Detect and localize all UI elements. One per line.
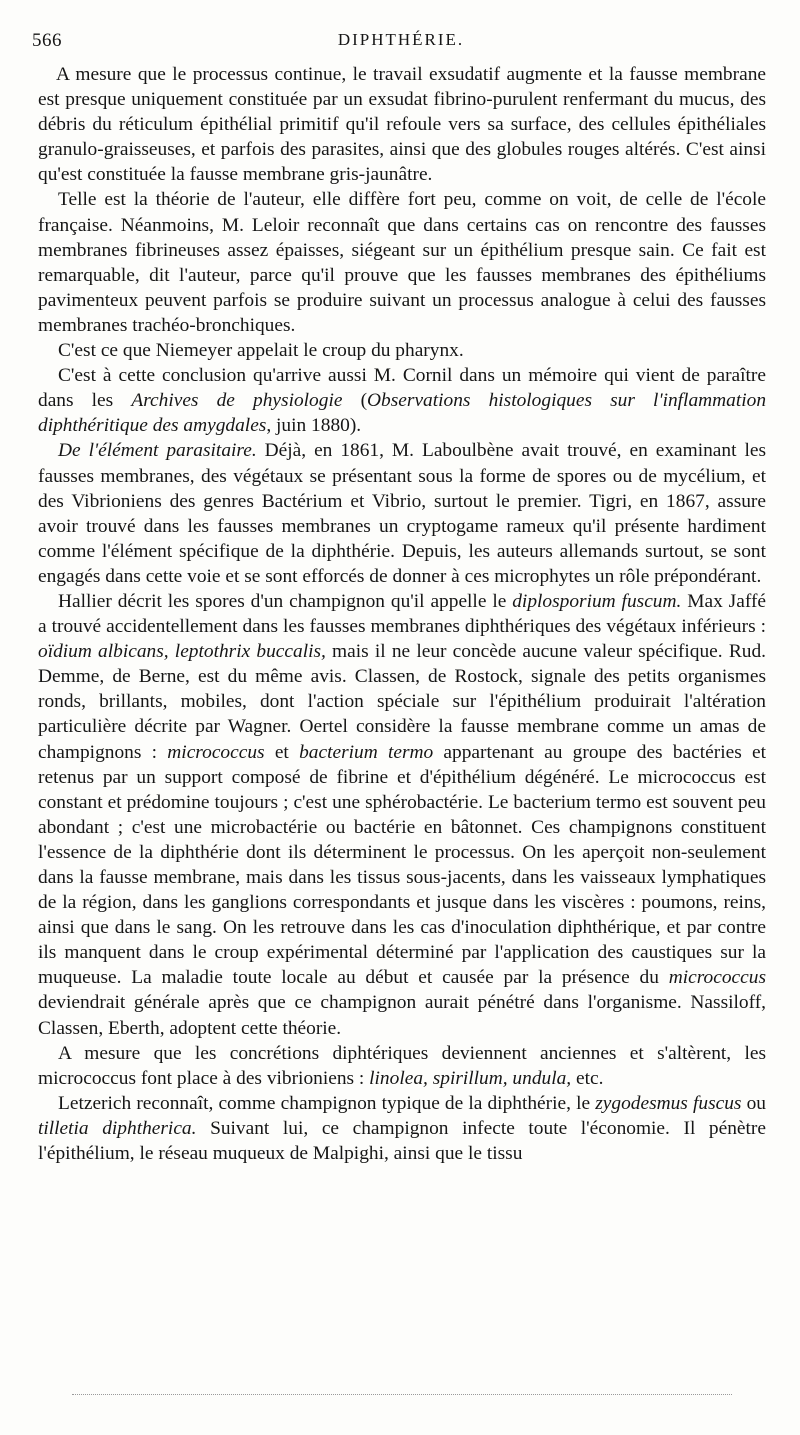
species-name: tilletia diphtherica.: [38, 1117, 197, 1139]
paragraph-text: A mesure que les concrétions diphtériques deviennent anciennes et s'altèrent, les micrococcus font place à des vibrioniens :: [38, 1042, 766, 1089]
journal-title: Archives de physiologie: [131, 390, 343, 412]
paragraph-7: [38, 1041, 766, 1091]
paragraph-text: Telle est la théorie de l'auteur, elle diffère fort peu, comme on voit, de celle de l'école française. Néanmoins, M. Leloir reconnaît que dans certains cas on rencontre des fausses membranes fibrineuses assez épaisses, siégeant sur un épithélium presque sain. Ce fait est remarquable, dit l'auteur, parce qu'il prouve que les fausses membranes des épithéliums pavimenteux peuvent parfois se produire suivant un processus analogue à celui des fausses membranes trachéo-bronchiques.: [38, 189, 766, 336]
paragraph-text: Max Jaffé a trouvé accidentellement dans les fausses membranes diphthériques des végétaux inférieurs :: [38, 590, 767, 638]
paragraph-text: appartenant au groupe des bactéries et retenus par un support composé de fibrine et d'épithélium dégénéré. Le micrococcus est constant et prédomine toujours ; c'est une sphérobactérie. Le bacterium termo est souvent peu abondant ; c'est une microbactérie ou bactérie en bâtonnet. Ces champignons constituent l'essence de la diphthérie dont ils déterminent le processus. On les aperçoit non-seulement dans la fausse membrane, mais dans les tissus sous-jacents, dans les vaisseaux lymphatiques de la région, dans les ganglions correspondants et jusque dans les viscères : poumons, reins, ainsi que dans le sang. On les retrouve dans les cas d'inoculation diphthérique, et par contre ils manquent dans le croup expérimental déterminé par l'application des caustiques sur la muqueuse. La maladie toute locale au début et causée par la présence du: [38, 741, 766, 989]
page-header: [32, 28, 770, 56]
paragraph-3: [38, 338, 766, 363]
paragraph-text: Hallier décrit les spores d'un champignon qu'il appelle le: [58, 590, 513, 612]
paragraph-text: Déjà, en 1861, M. Laboulbène avait trouvé, en examinant les fausses membranes, des végétaux se présentant sous la forme de spores ou de mycélium, et des Vibrioniens des genres Bactérium et Vibrio, surtout le premier. Tigri, en 1867, assure avoir trouvé dans les fausses membranes un cryptogame rameux qu'il présente hardiment comme l'élément spécifique de la diphthérie. Depuis, les auteurs allemands surtout, se sont engagés dans cette voie et se sont efforcés de donner à ces microphytes un rôle prépondérant.: [38, 440, 766, 587]
paragraph-text: A mesure que le processus continue, le travail exsudatif augmente et la fausse membrane est presque uniquement constituée par un exsudat fibrino-purulent renfermant du mucus, des débris du réticulum épithélial primitif qu'il refoule vers sa surface, des cellules épithéliales granulo-graisseuses, et parfois des parasites, ainsi que des globules rouges altérés. C'est ainsi qu'est constituée la fausse membrane gris-jaunâtre.: [38, 64, 766, 186]
species-name: zygodesmus fuscus: [595, 1092, 742, 1114]
paragraph-text: etc.: [571, 1067, 604, 1089]
species-name: oïdium albicans, leptothrix buccalis,: [38, 641, 326, 663]
paragraph-text: C'est à cette conclusion qu'arrive aussi M. Cornil dans un mémoire qui vient de paraître dans les: [38, 365, 766, 412]
paragraph-text: et: [264, 741, 300, 763]
paragraph-6: [38, 589, 766, 1041]
paragraph-4: [38, 363, 766, 438]
paragraph-8: [38, 1091, 766, 1166]
species-name: diplosporium fuscum.: [512, 590, 682, 612]
paragraph-text: , juin 1880).: [266, 415, 362, 437]
paragraph-1: [38, 62, 766, 187]
paragraph-text: Suivant lui, ce champignon infecte toute l'économie. Il pénètre l'épithélium, le réseau muqueux de Malpighi, ainsi que le tissu: [38, 1117, 766, 1165]
body-text: [38, 62, 766, 1166]
memoir-title: Observations histologiques sur l'inflammation diphthéritique des amygdales: [38, 390, 767, 437]
paragraph-text: mais il ne leur concède aucune valeur spécifique. Rud. Demme, de Berne, est du même avis. Classen, de Rostock, signale des petits organismes ronds, brillants, mobiles, dont l'action spéciale sur l'épithélium produirait l'altération particulière décrite par Wagner. Oertel considère la fausse membrane comme un amas de champignons :: [38, 641, 766, 763]
paragraph-text: ou: [741, 1092, 766, 1114]
species-name: micrococcus: [167, 741, 265, 763]
species-name: linolea, spirillum, undula,: [369, 1067, 572, 1089]
paragraph-5: [38, 438, 766, 589]
section-lead: De l'élément parasitaire.: [58, 440, 257, 462]
paragraph-text: deviendrait générale après que ce champignon aurait pénétré dans l'organisme. Nassiloff, Classen, Eberth, adoptent cette théorie.: [38, 992, 766, 1039]
footer-rule: [72, 1394, 732, 1395]
running-title: DIPHTHÉRIE.: [337, 30, 465, 49]
paragraph-text: Letzerich reconnaît, comme champignon typique de la diphthérie, le: [58, 1092, 596, 1114]
paragraph-text: (: [342, 390, 368, 412]
species-name: bacterium termo: [299, 741, 434, 763]
paragraph-2: [38, 187, 766, 338]
page-number: 566: [32, 30, 62, 51]
species-name: micrococcus: [668, 967, 766, 989]
paragraph-text: C'est ce que Niemeyer appelait le croup du pharynx.: [58, 340, 464, 362]
